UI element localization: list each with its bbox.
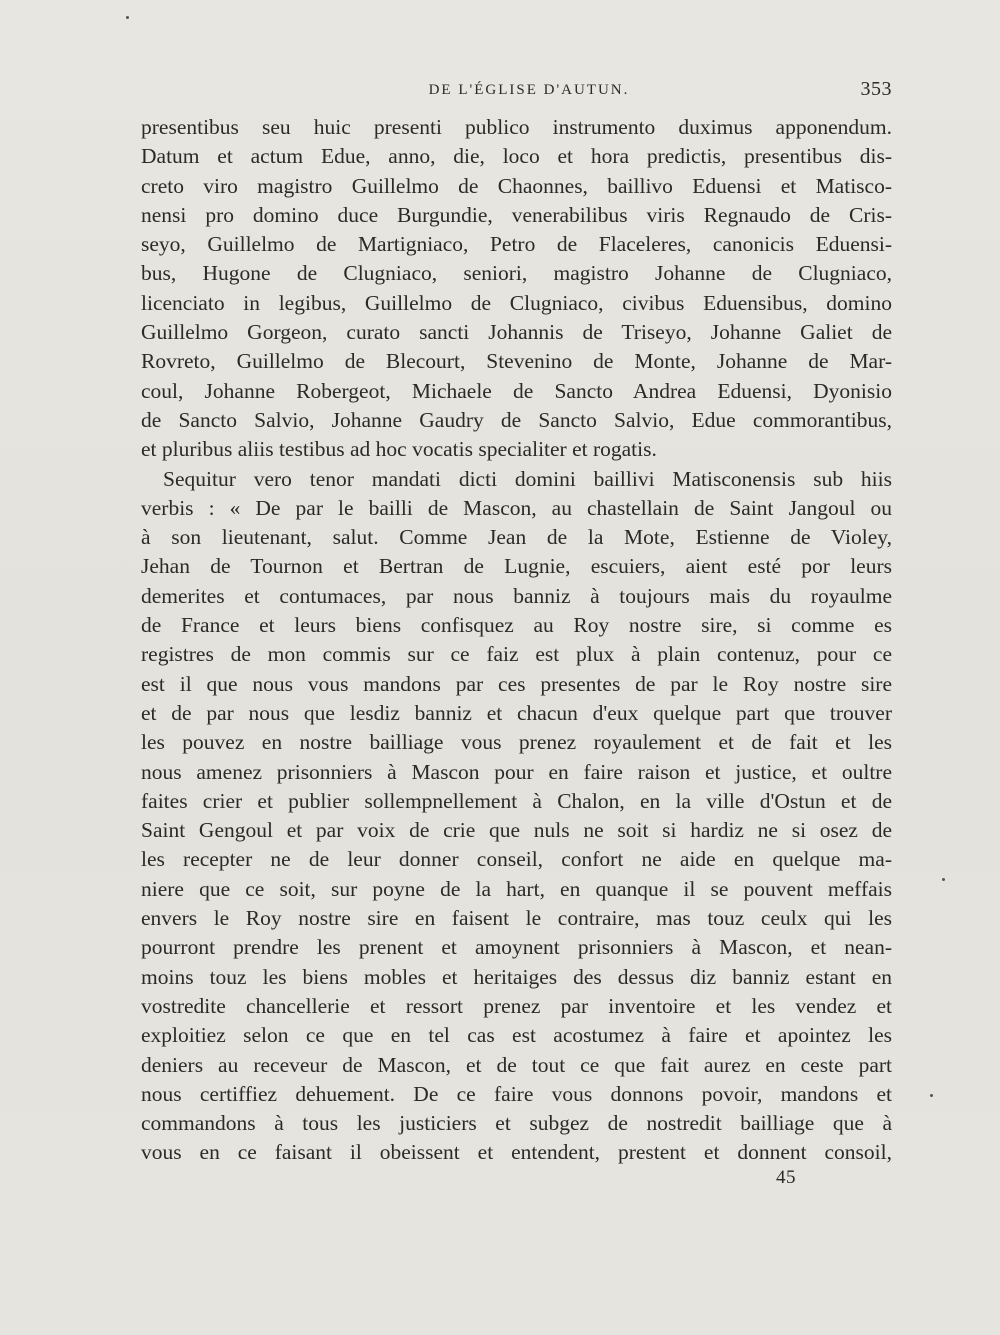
text-line: les pouvez en nostre bailliage vous prenez royaulement et de fait et les (141, 730, 892, 755)
text-line: nensi pro domino duce Burgundie, venerabilibus viris Regnaudo de Cris- (141, 202, 892, 227)
text-line: Rovreto, Guillelmo de Blecourt, Stevenino de Monte, Johanne de Mar- (141, 349, 892, 374)
text-line: bus, Hugone de Clugniaco, seniori, magistro Johanne de Clugniaco, (141, 261, 892, 286)
text-line: faites crier et publier sollempnellement à Chalon, en la ville d'Ostun et de (141, 788, 892, 813)
text-line: vostredite chancellerie et ressort prenez par inventoire et les vendez et (141, 993, 892, 1018)
paper-speck (930, 1094, 933, 1097)
text-line: Saint Gengoul et par voix de crie que nuls ne soit si hardiz ne si osez de (141, 818, 892, 843)
text-line: deniers au receveur de Mascon, et de tout ce que fait aurez en ceste part (141, 1052, 892, 1077)
text-line: coul, Johanne Robergeot, Michaele de Sancto Andrea Eduensi, Dyonisio (141, 378, 892, 403)
text-line: les recepter ne de leur donner conseil, confort ne aide en quelque ma- (141, 847, 892, 872)
page-number: 353 (860, 78, 892, 100)
text-line: Jehan de Tournon et Bertran de Lugnie, escuiers, aient esté por leurs (141, 554, 892, 579)
text-line: licenciato in legibus, Guillelmo de Clugniaco, civibus Eduensibus, domino (141, 290, 892, 315)
text-line: à son lieutenant, salut. Comme Jean de la Mote, Estienne de Violey, (141, 525, 892, 550)
text-line: et de par nous que lesdiz banniz et chacun d'eux quelque part que trouver (141, 700, 892, 725)
text-line: envers le Roy nostre sire en faisent le contraire, mas touz ceulx qui les (141, 906, 892, 931)
signature-mark: 45 (776, 1167, 796, 1188)
text-line: registres de mon commis sur ce faiz est plux à plain contenuz, pour ce (141, 642, 892, 667)
body-text (141, 113, 892, 1168)
text-line: niere que ce soit, sur poyne de la hart, en quanque il se pouvent meffais (141, 876, 892, 901)
text-line: de France et leurs biens confisquez au Roy nostre sire, si comme es (141, 613, 892, 638)
text-line: moins touz les biens mobles et heritaiges des dessus diz banniz estant en (141, 964, 892, 989)
text-line: exploitiez selon ce que en tel cas est acostumez à faire et apointez les (141, 1023, 892, 1048)
text-line: seyo, Guillelmo de Martigniaco, Petro de Flaceleres, canonicis Eduensi- (141, 232, 892, 257)
text-line: Datum et actum Edue, anno, die, loco et hora predictis, presentibus dis- (141, 144, 892, 169)
running-head (140, 78, 892, 106)
text-line: creto viro magistro Guillelmo de Chaonnes, baillivo Eduensi et Matisco- (141, 173, 892, 198)
text-line: Guillelmo Gorgeon, curato sancti Johannis de Triseyo, Johanne Galiet de (141, 320, 892, 345)
text-line: nous amenez prisonniers à Mascon pour en faire raison et justice, et oultre (141, 759, 892, 784)
text-line: commandons à tous les justiciers et subgez de nostredit bailliage que à (141, 1111, 892, 1136)
text-line: et pluribus aliis testibus ad hoc vocatis specialiter et rogatis. (141, 437, 657, 462)
text-line: de Sancto Salvio, Johanne Gaudry de Sancto Salvio, Edue commorantibus, (141, 407, 892, 432)
running-head-title: DE L'ÉGLISE D'AUTUN. (428, 82, 630, 98)
text-line: presentibus seu huic presenti publico instrumento duximus apponendum. (141, 115, 892, 139)
text-line: est il que nous vous mandons par ces presentes de par le Roy nostre sire (141, 671, 892, 696)
text-line: vous en ce faisant il obeissent et entendent, prestent et donnent consoil, (141, 1140, 892, 1165)
text-line: verbis : « De par le bailli de Mascon, au chastellain de Saint Jangoul ou (141, 495, 892, 520)
text-line: demerites et contumaces, par nous banniz à toujours mais du royaulme (141, 583, 892, 608)
text-line: pourront prendre les prenent et amoynent prisonniers à Mascon, et nean- (141, 935, 892, 960)
text-line: nous certiffiez dehuement. De ce faire vous donnons povoir, mandons et (141, 1081, 892, 1106)
text-line: Sequitur vero tenor mandati dicti domini baillivi Matisconensis sub hiis (163, 466, 892, 491)
paper-speck (126, 16, 129, 19)
paper-speck (942, 878, 945, 881)
